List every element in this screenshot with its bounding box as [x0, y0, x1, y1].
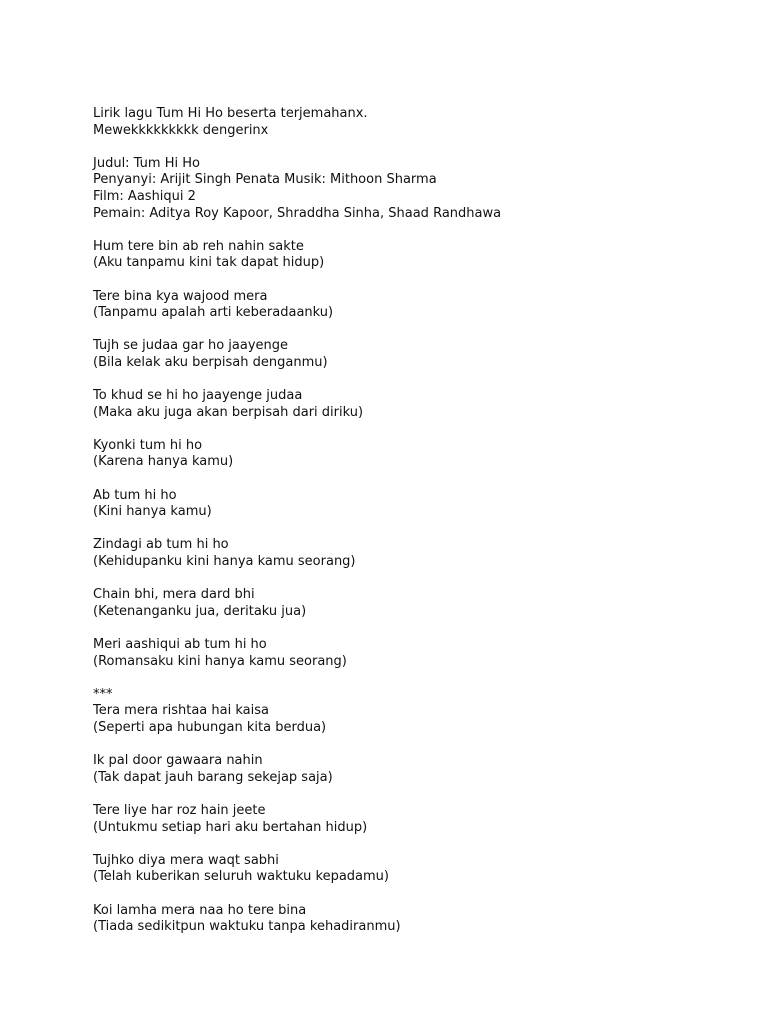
translation-line: (Bila kelak aku berpisah denganmu) [93, 354, 328, 370]
stanzas-part-1 [93, 239, 733, 670]
lyric-line: Hum tere bin ab reh nahin sakte [93, 238, 304, 254]
stanza [93, 438, 733, 471]
stanzas-part-2 [93, 687, 733, 936]
intro-block [93, 106, 733, 139]
stanza [93, 637, 733, 670]
lyric-line: Zindagi ab tum hi ho [93, 537, 229, 553]
lyric-line: Chain bhi, mera dard bhi [93, 587, 255, 603]
intro-note: Mewekkkkkkkkk dengerinx [93, 122, 269, 138]
stanza [93, 853, 733, 886]
stanza [93, 338, 733, 371]
info-penyanyi: Penyanyi: Arijit Singh Penata Musik: Mithoon Sharma [93, 172, 437, 188]
stanza [93, 537, 733, 570]
translation-line: (Maka aku juga akan berpisah dari diriku) [93, 404, 364, 420]
info-film: Film: Aashiqui 2 [93, 188, 196, 204]
section-separator: *** [93, 686, 113, 702]
lyric-line: Tere bina kya wajood mera [93, 288, 268, 304]
info-pemain: Pemain: Aditya Roy Kapoor, Shraddha Sinha, Shaad Randhawa [93, 205, 502, 221]
translation-line: (Seperti apa hubungan kita berdua) [93, 719, 327, 735]
stanza [93, 803, 733, 836]
lyric-line: Meri aashiqui ab tum hi ho [93, 637, 267, 652]
song-info-block [93, 156, 733, 222]
translation-line: (Ketenanganku jua, deritaku jua) [93, 603, 307, 619]
translation-line: (Romansaku kini hanya kamu seorang) [93, 653, 347, 669]
stanza [93, 687, 733, 737]
stanza [93, 587, 733, 620]
lyric-line: Tere liye har roz hain jeete [93, 802, 266, 818]
info-judul: Judul: Tum Hi Ho [93, 155, 200, 171]
lyric-line: Tera mera rishtaa hai kaisa [93, 703, 269, 719]
lyric-line: Tujhko diya mera waqt sabhi [93, 852, 279, 868]
stanza [93, 488, 733, 521]
stanza [93, 903, 733, 936]
stanza [93, 388, 733, 421]
lyric-line: Kyonki tum hi ho [93, 437, 203, 453]
translation-line: (Telah kuberikan seluruh waktuku kepadamu) [93, 869, 389, 885]
lyric-line: Tujh se judaa gar ho jaayenge [93, 338, 289, 354]
translation-line: (Aku tanpamu kini tak dapat hidup) [93, 255, 325, 271]
stanza [93, 289, 733, 322]
translation-line: (Untukmu setiap hari aku bertahan hidup) [93, 819, 368, 835]
translation-line: (Tiada sedikitpun waktuku tanpa kehadiranmu) [93, 919, 401, 935]
translation-line: (Kini hanya kamu) [93, 504, 212, 520]
lyrics-document [93, 106, 733, 952]
lyric-line: To khud se hi ho jaayenge judaa [93, 388, 303, 404]
translation-line: (Kehidupanku kini hanya kamu seorang) [93, 554, 356, 570]
translation-line: (Tak dapat jauh barang sekejap saja) [93, 769, 333, 785]
lyric-line: Ik pal door gawaara nahin [93, 753, 263, 769]
stanza [93, 753, 733, 786]
translation-line: (Karena hanya kamu) [93, 454, 234, 470]
lyric-line: Koi lamha mera naa ho tere bina [93, 902, 307, 918]
translation-line: (Tanpamu apalah arti keberadaanku) [93, 305, 334, 321]
stanza [93, 239, 733, 272]
intro-title: Lirik lagu Tum Hi Ho beserta terjemahanx. [93, 106, 368, 121]
lyric-line: Ab tum hi ho [93, 487, 177, 503]
